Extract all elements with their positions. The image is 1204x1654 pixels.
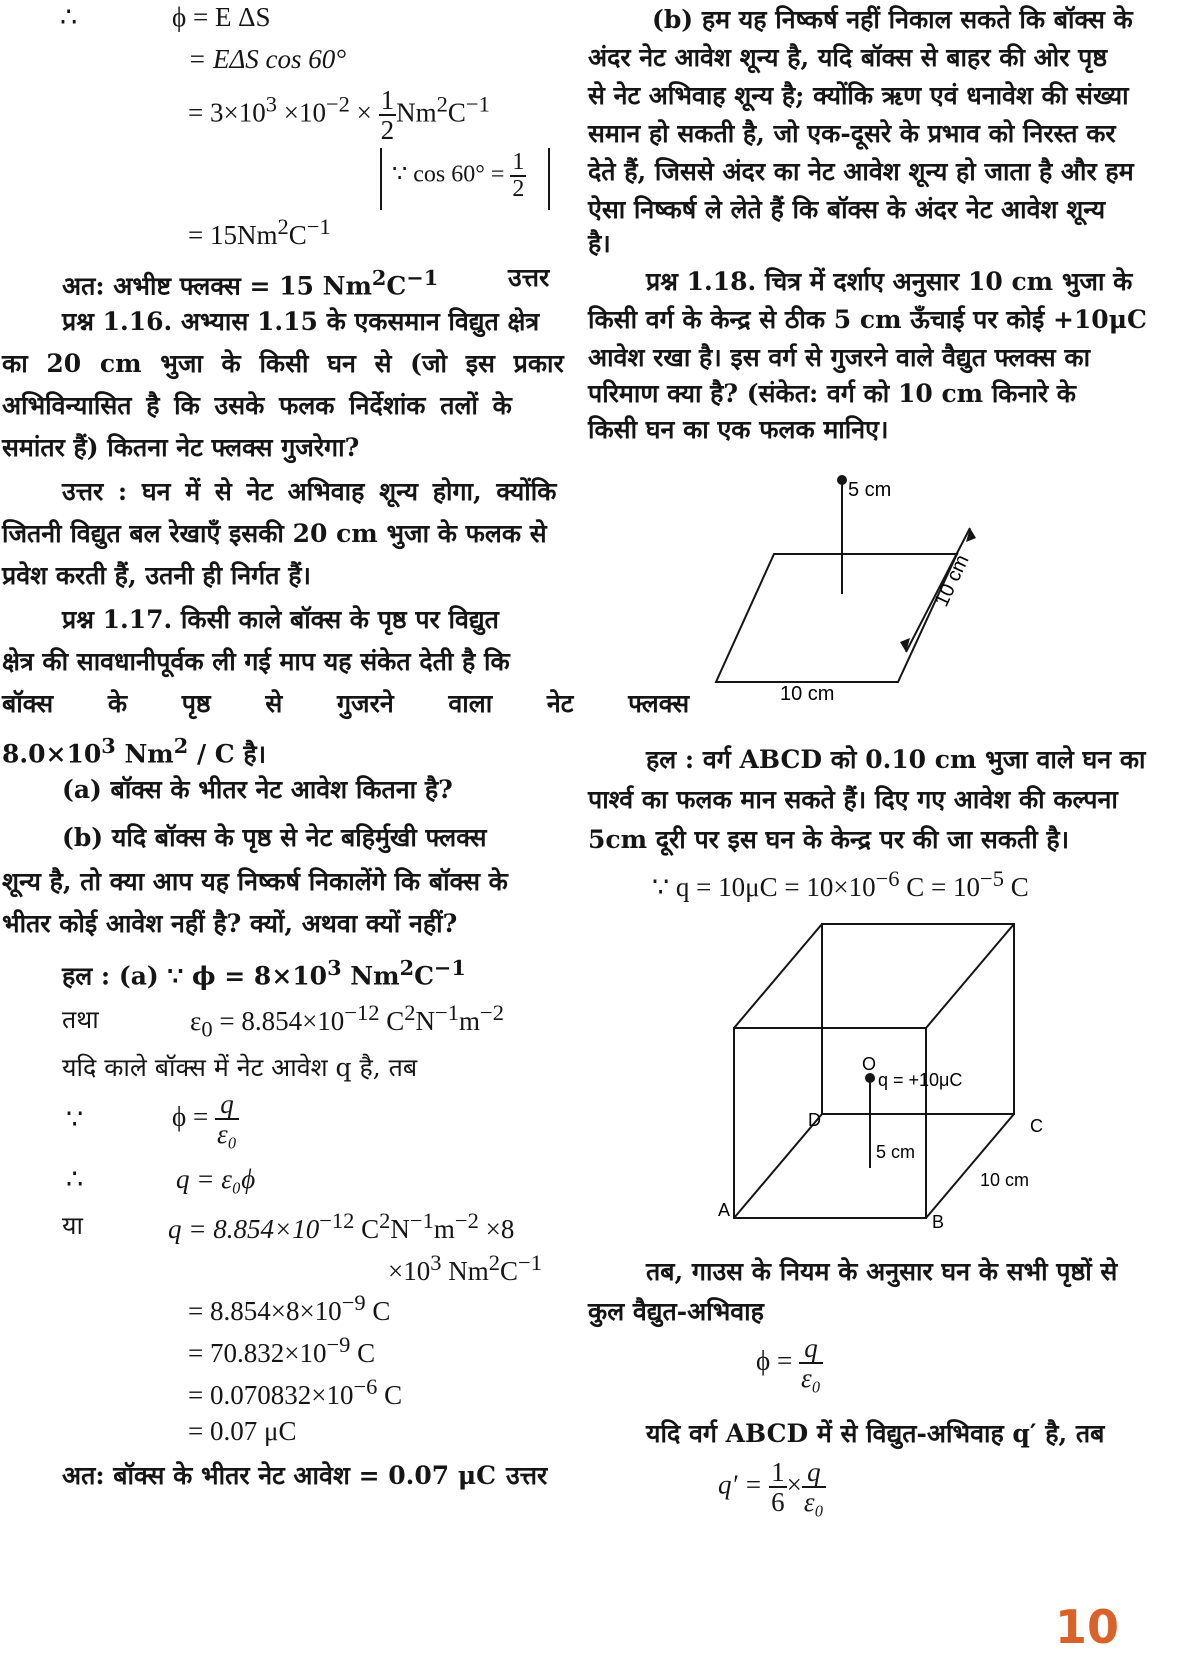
qprime-equation: q′ = $\frac{1}{6}$ × $\frac{q}{\text{ε₀}}$ [718, 1457, 824, 1518]
answer-line: ऐसा निष्कर्ष ले लेते हैं कि बॉक्स के अंदर नेट आवेश शून्य [588, 195, 1106, 224]
solution-line: हल : (a) ∵ $\phi = 8\times 10^3$ $Nm^2C^{-1}$ [62, 955, 466, 991]
cube-edge [734, 924, 822, 1028]
solution-line: पार्श्व का फलक मान सकते हैं। दिए गए आवेश की कल्पना [588, 785, 1118, 814]
question-line: किसी वर्ग के केन्द्र से ठीक 5 cm ऊँचाई पर कोई +10μC [588, 305, 1147, 334]
tatha-label: तथा [62, 1005, 99, 1034]
question-line: बॉक्स के पृष्ठ से गुजरने वाला नेट फ्लक्स [2, 689, 690, 718]
cube-edge [926, 924, 1014, 1028]
epsilon-equation: $\varepsilon_0 = 8.854\times 10^{-12}$ $C^2N^{-1}m^{-2}$ [190, 1000, 504, 1042]
charge-equation: = $70.832\times 10^{-9}$ C [188, 1332, 376, 1368]
label-5cm: 5 cm [876, 1142, 916, 1162]
answer-line: समान हो सकती है, जो एक-दूसरे के प्रभाव को निरस्त कर [588, 119, 1116, 148]
answer-line: उत्तर : घन में से नेट अभिवाह शून्य होगा, क्योंकि [62, 477, 557, 506]
flux-value: $8.0\times 10^3$ Nm$^2$ / C है। [2, 733, 267, 769]
question-line: समांतर हैं) कितना नेट फ्लक्स गुजरेगा? [2, 433, 360, 462]
answer-label: उत्तर [506, 1461, 548, 1490]
answer-line: जितनी विद्युत बल रेखाएँ इसकी 20 cm भुजा के फलक से [2, 519, 547, 548]
answer-line: अंदर नेट आवेश शून्य है, यदि बॉक्स से बाहर की ओर पृष्ठ [588, 43, 1108, 72]
cube-edge [926, 1114, 1014, 1218]
cube-figure [718, 918, 1092, 1258]
question-line: प्रश्न 1.17. किसी काले बॉक्स के पृष्ठ पर विद्युत [62, 605, 499, 634]
solution-line: यदि काले बॉक्स में नेट आवेश q है, तब [62, 1053, 418, 1082]
answer-label: उत्तर [508, 263, 550, 292]
result-line: अत: अभीष्ट फ्लक्स = 15 $Nm^2C^{-1}$ [62, 265, 439, 301]
therefore-symbol: ∴ [66, 1164, 84, 1194]
answer-line: प्रवेश करती हैं, उतनी ही निर्गत हैं। [2, 561, 311, 590]
phi-equation: ϕ = $\frac{q}{\text{ε₀}}$ [756, 1333, 821, 1394]
solution-line: 5cm दूरी पर इस घन के केन्द्र पर की जा सकती है। [588, 825, 1070, 854]
charge-equation: q = ε₀ϕ [176, 1164, 256, 1194]
question-line: प्रश्न 1.16. अभ्यास 1.15 के एकसमान विद्युत क्षेत्र [62, 307, 540, 336]
flux-equation-line: = $3\times 10^3 \times 10^{-2}$ × $\frac{1}{2}$ $Nm^2C^{-1}$ [188, 85, 490, 146]
bottom-label: 10 cm [780, 683, 835, 705]
flux-equation-line: = EΔS cos 60° [188, 44, 347, 74]
therefore-symbol: ∴ [60, 2, 78, 32]
label-d: D [808, 1110, 821, 1130]
charge-equation: $\times 10^3$ $Nm^2C^{-1}$ [388, 1250, 542, 1286]
square-plane [716, 554, 957, 682]
answer-line: से नेट अभिवाह शून्य है; क्योंकि ऋण एवं धनावेश की संख्या [588, 81, 1129, 110]
charge-equation: ∵ $q = 10\mu C = 10\times 10^{-6}$ $C = 10^{-5}$ C [652, 866, 1029, 902]
because-symbol: ∵ [66, 1104, 84, 1134]
question-line: आवेश रखा है। इस वर्ग से गुजरने वाले वैद्युत फ्लक्स का [588, 343, 1091, 372]
answer-line: देते हैं, जिससे अंदर का नेट आवेश शून्य हो जाता है और हम [588, 157, 1134, 186]
phi-equation: ϕ = $\frac{q}{\text{ε₀}}$ [172, 1089, 237, 1150]
question-part-b: (b) यदि बॉक्स के पृष्ठ से नेट बहिर्मुखी फ्लक्स [62, 823, 487, 852]
label-c: C [1030, 1116, 1043, 1136]
question-line: परिमाण क्या है? (संकेत: वर्ग को 10 cm किनारे के [588, 379, 1076, 408]
question-line: किसी घन का एक फलक मानिए। [588, 415, 889, 444]
question-line: अभिविन्यासित है कि उसके फलक निर्देशांक तलों के [2, 391, 512, 420]
charge-equation: $q = 8.854\times 10^{-12}$ $C^2N^{-1}m^{-2} \times 8$ [168, 1208, 515, 1244]
question-part-b: शून्य है, तो क्या आप यह निष्कर्ष निकालेंगे कि बॉक्स के [2, 867, 508, 896]
solution-line: हल : वर्ग ABCD को 0.10 cm भुजा वाले घन का [646, 745, 1146, 774]
height-label: 5 cm [848, 479, 892, 501]
question-line: क्षेत्र की सावधानीपूर्वक ली गई माप यह संकेत देती है कि [2, 647, 510, 676]
cube-front-face [734, 1028, 926, 1218]
cos-note: ∵ cos 60° = $\frac{1}{2}$ [392, 149, 525, 203]
question-part-b: भीतर कोई आवेश नहीं है? क्यों, अथवा क्यों नहीं? [2, 909, 458, 938]
solution-line: तब, गाउस के नियम के अनुसार घन के सभी पृष्ठों से [646, 1257, 1118, 1286]
charge-equation: = $0.070832\times 10^{-6}$ C [188, 1374, 403, 1410]
flux-equation-line: = $15Nm^2C^{-1}$ [188, 214, 331, 250]
question-line: प्रश्न 1.18. चित्र में दर्शाए अनुसार 10 cm भुजा के [646, 267, 1133, 296]
label-charge: q = +10μC [878, 1070, 963, 1090]
label-b: B [932, 1212, 945, 1232]
charge-equation: = $8.854\times 8\times 10^{-9}$ C [188, 1290, 391, 1326]
page-number: 10 [1055, 1600, 1120, 1654]
label-a: A [718, 1200, 731, 1220]
solution-line: यदि वर्ग ABCD में से विद्युत-अभिवाह q′ है, तब [646, 1419, 1105, 1448]
square-charge-figure [702, 468, 1042, 718]
answer-line: (b) हम यह निष्कर्ष नहीं निकाल सकते कि बॉक्स के [652, 5, 1133, 34]
ya-label: या [62, 1211, 83, 1240]
charge-equation: = 0.07 μC [188, 1416, 297, 1446]
label-10cm: 10 cm [980, 1170, 1030, 1190]
side-label: 10 cm [930, 551, 974, 611]
question-part-a: (a) बॉक्स के भीतर नेट आवेश कितना है? [62, 775, 453, 804]
result-line: अत: बॉक्स के भीतर नेट आवेश = 0.07 μC [62, 1461, 497, 1490]
question-line: का 20 cm भुजा के किसी घन से (जो इस प्रकार [2, 349, 564, 378]
answer-line: है। [588, 229, 611, 258]
label-o: O [862, 1054, 877, 1074]
flux-equation-line: ϕ = E ΔS [172, 2, 271, 32]
solution-line: कुल वैद्युत-अभिवाह [588, 1297, 764, 1326]
